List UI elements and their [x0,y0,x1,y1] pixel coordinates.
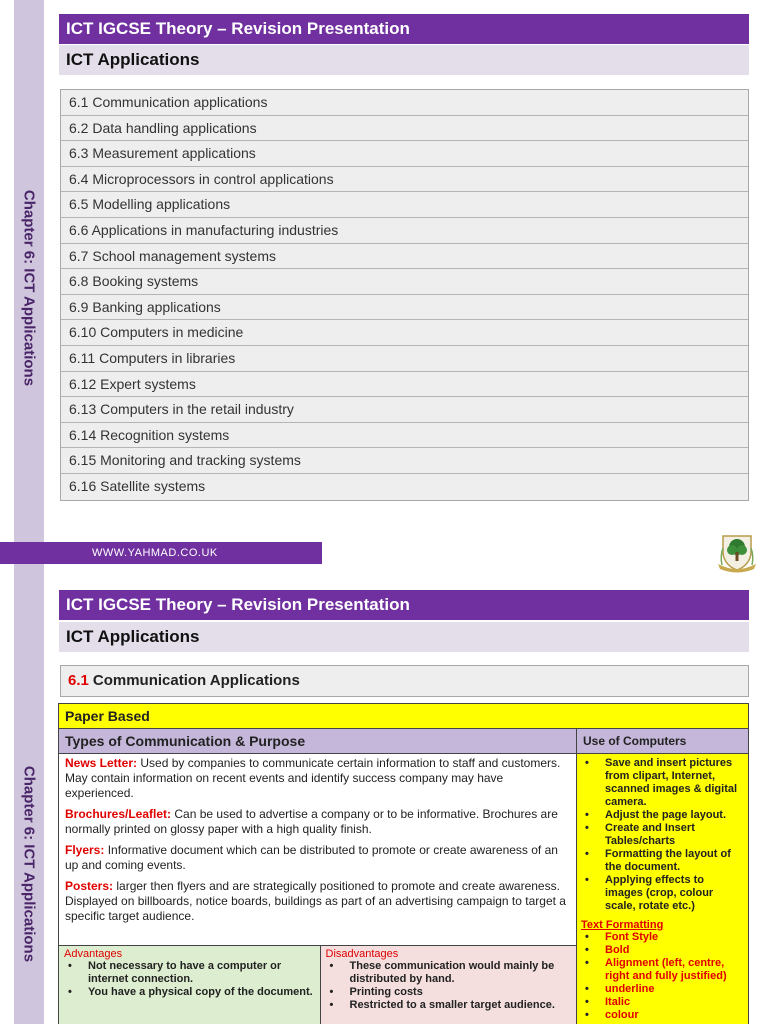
page-title: ICT IGCSE Theory – Revision Presentation [59,590,749,620]
descriptions [59,754,576,946]
topic-item[interactable]: 6.4 Microprocessors in control applications [61,167,748,193]
list-item: • You have a physical copy of the document. [64,986,315,999]
crest-tree-icon [714,528,760,574]
topic-item[interactable]: 6.7 School management systems [61,244,748,270]
uses-header: Use of Computers [577,729,748,754]
list-item: • Italic [581,996,744,1009]
list-item: • Font Style [581,931,744,944]
list-item: • Create and Insert Tables/charts [581,822,744,848]
topic-item[interactable]: 6.9 Banking applications [61,295,748,321]
topic-item[interactable]: 6.3 Measurement applications [61,141,748,167]
topic-item[interactable]: 6.15 Monitoring and tracking systems [61,448,748,474]
topic-item[interactable]: 6.16 Satellite systems [61,474,748,500]
page-title: ICT IGCSE Theory – Revision Presentation [59,14,749,44]
disadvantages-header: Disadvantages [325,948,399,960]
list-item: • Bold [581,944,744,957]
list-item: • These communication would mainly be distributed by hand. [326,960,572,986]
website-footer[interactable]: WWW.YAHMAD.CO.UK [0,542,322,564]
paper-based-header: Paper Based [59,704,748,729]
topic-item[interactable]: 6.12 Expert systems [61,372,748,398]
section-heading [60,665,749,697]
topic-item[interactable]: 6.8 Booking systems [61,269,748,295]
chapter-label: Chapter 6: ICT Applications [20,189,38,387]
list-item: • Not necessary to have a computer or internet connection. [64,960,315,986]
list-item: • Adjust the page layout. [581,809,744,822]
topic-item[interactable]: 6.11 Computers in libraries [61,346,748,372]
list-item: • Save and insert pictures from clipart, Internet, scanned images & digital camera. [581,757,744,809]
topic-item[interactable]: 6.14 Recognition systems [61,423,748,449]
page-subtitle: ICT Applications [59,622,749,652]
topic-item[interactable]: 6.6 Applications in manufacturing industries [61,218,748,244]
text-formatting-header: Text Formatting [581,919,664,931]
section-title: Communication Applications [92,672,300,689]
list-item: • Alignment (left, centre, right and fully justified) [581,957,744,983]
section-number: 6.1 [68,672,89,689]
chapter-label: Chapter 6: ICT Applications [20,765,38,963]
topic-item[interactable]: 6.2 Data handling applications [61,116,748,142]
advantages-box [59,946,321,1024]
topic-item[interactable]: 6.10 Computers in medicine [61,320,748,346]
description-flyers: Flyers: Informative document which can be distributed to promote or create awareness of an up and coming events. [65,843,558,872]
list-item: • Printing costs [326,986,572,999]
disadvantages-box [321,946,577,1024]
topic-item[interactable]: 6.5 Modelling applications [61,192,748,218]
description-brochures: Brochures/Leaflet: Can be used to advertise a company or to be informative. Brochures are normally printed on glossy paper with a high quality finish. [65,807,558,836]
description-posters: Posters: larger then flyers and are strategically positioned to promote and create awareness. Displayed on billboards, notice boards, buildings as part of an advertising campaign to target a specific target audience. [65,879,566,923]
topic-list [60,89,749,501]
paper-based-table [58,703,749,1024]
list-item: • Applying effects to images (crop, colour scale, rotate etc.) [581,874,744,913]
types-header: Types of Communication & Purpose [59,729,576,754]
page-subtitle: ICT Applications [59,45,749,75]
slide-communication-applications [0,576,768,1024]
description-newsletter: News Letter: Used by companies to communicate certain information to staff and customers. May contain information on recent events and identify success company may have experienced. [65,756,561,800]
list-item: • underline [581,983,744,996]
list-item: • colour [581,1009,744,1022]
topic-item[interactable]: 6.1 Communication applications [61,90,748,116]
advantages-header: Advantages [64,948,123,960]
list-item: • Restricted to a smaller target audience. [326,999,572,1012]
topic-item[interactable]: 6.13 Computers in the retail industry [61,397,748,423]
list-item: • Formatting the layout of the document. [581,848,744,874]
